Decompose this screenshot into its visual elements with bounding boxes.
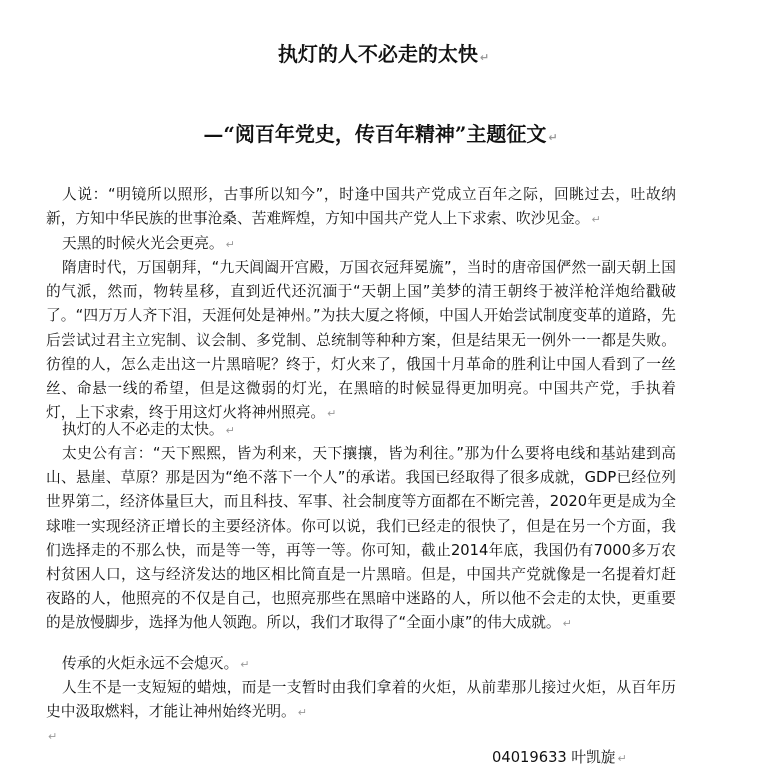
paragraph-mark-icon: ↵	[591, 213, 601, 227]
paragraph-mark-icon: ↵	[562, 617, 572, 631]
paragraph-1: 人说：“明镜所以照形，古事所以知今”，时逢中国共产党成立百年之际，回眺过去，吐故纳新，方知中华民族的世事沧桑、苦难辉煌，方知中国共产党人上下求索、吹沙见金。 ↵	[46, 186, 676, 228]
author-signature: 04019633 叶凯旋 ↵	[492, 749, 627, 766]
paragraph-2: 天黑的时候火光会更亮。 ↵	[62, 235, 235, 252]
paragraph-3: 隋唐时代，万国朝拜，“九天阊阖开宫殿，万国衣冠拜冕旒”，当时的唐帝国俨然一副天朝上国的气派，然而，物转星移，直到近代还沉湎于“天朝上国”美梦的清王朝终于被洋枪洋炮给戳破了。“四万万人齐下泪，天涯何处是神州。”为扶大厦之将倾，中国人开始尝试制度变革的道路，先后尝试过君主立宪制、议会制、多党制、总统制等种种方案，但是结果无一例外一一都是失败。彷徨的人，怎么走出这一片黑暗呢？终于，灯火来了，俄国十月革命的胜利让中国人看到了一丝丝、命悬一线的希望，但是这微弱的灯光，在黑暗的时候显得更加明亮。中国共产党，手执着灯，上下求索，终于用这灯火将神州照亮。 ↵	[46, 259, 676, 422]
paragraph-7: 人生不是一支短短的蜡烛，而是一支暂时由我们拿着的火炬，从前辈那儿接过火炬，从百年历史中汲取燃料，才能让神州始终光明。 ↵	[46, 679, 676, 721]
essay-subtitle: —“阅百年党史，传百年精神”主题征文 ↵	[203, 122, 558, 146]
paragraph-mark-icon: ↵	[617, 752, 627, 765]
paragraph-6: 传承的火炬永远不会熄灭。 ↵	[62, 655, 250, 672]
paragraph-mark-icon: ↵	[548, 131, 558, 144]
paragraph-mark-icon: ↵	[479, 51, 490, 64]
paragraph-mark-icon: ↵	[48, 730, 58, 743]
paragraph-4: 执灯的人不必走的太快。 ↵	[62, 421, 235, 438]
paragraph-mark-icon: ↵	[327, 407, 337, 421]
paragraph-mark-icon: ↵	[225, 424, 235, 437]
paragraph-mark-icon: ↵	[240, 658, 250, 671]
paragraph-mark-icon: ↵	[225, 238, 235, 251]
paragraph-mark-icon: ↵	[297, 706, 307, 720]
paragraph-5: 太史公有言：“天下熙熙，皆为利来，天下攘攘，皆为利往。”那为什么要将电线和基站建到高山、悬崖、草原？那是因为“绝不落下一个人”的承诺。我国已经取得了很多成就，GDP已经位列世界第二，经济体量巨大，而且科技、军事、社会制度等方面都在不断完善，2020年更是成为全球唯一实现经济正增长的主要经济体。你可以说，我们已经走的很快了，但是在另一个方面，我们选择走的不那么快，而是等一等，再等一等。你可知，截止2014年底，我国仍有7000多万农村贫困人口，这与经济发达的地区相比简直是一片黑暗。但是，中国共产党就像是一名提着灯赶夜路的人，他照亮的不仅是自己，也照亮那些在黑暗中迷路的人，所以他不会走的太快，更重要的是放慢脚步，选择为他人领跑。所以，我们才取得了“全面小康”的伟大成就。 ↵	[46, 445, 676, 632]
essay-title: 执灯的人不必走的太快 ↵	[277, 42, 490, 66]
